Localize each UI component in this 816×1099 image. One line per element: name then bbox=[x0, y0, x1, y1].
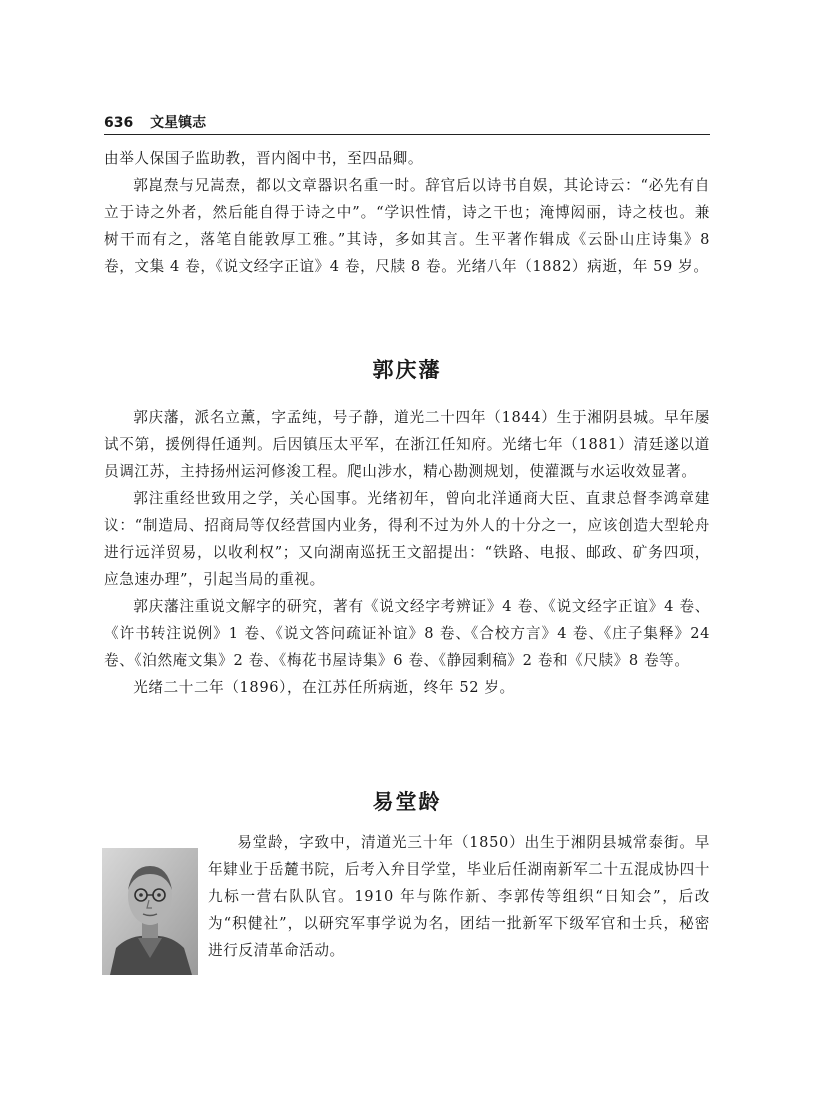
paragraph: 郭庆藩，派名立薰，字孟纯，号子静，道光二十四年（1844）生于湘阴县城。早年屡试不第，援例得任通判。后因镇压太平军，在浙江任知府。光绪七年（1881）清廷遂以道员调江苏，主持扬州运河修浚工程。爬山涉水，精心勘测规划，使灌溉与水运收效显著。 bbox=[104, 409, 710, 480]
paragraph: 郭庆藩注重说文解字的研究，著有《说文经字考辨证》4 卷、《说文经字正谊》4 卷、《许书转注说例》1 卷、《说文答问疏证补谊》8 卷、《合校方言》4 卷、《庄子集释》24 卷、《泊然庵文集》2 卷、《梅花书屋诗集》6 卷、《静园剩稿》2 卷和《尺牍》8 卷等。 bbox=[104, 598, 710, 669]
section-title-yi-tangling: 易堂龄 bbox=[372, 790, 442, 814]
paragraph: 易堂龄，字致中，清道光三十年（1850）出生于湘阴县城常泰街。早年肄业于岳麓书院，后考入弁目学堂，毕业后任湖南新军二十五混成协四十九标一营右队队官。1910 年与陈作新、李郭传等组织“日知会”，后改为“积健社”，以研究军事学说为名，团结一批新军下级军官和士兵，秘密进行反清革命活动。 bbox=[208, 834, 710, 959]
yi-tangling-biography bbox=[208, 829, 710, 964]
page-header bbox=[104, 112, 710, 135]
page-number: 636 bbox=[104, 115, 134, 131]
portrait-photo bbox=[102, 848, 198, 975]
paragraph: 由举人保国子监助教，晋内阁中书，至四品卿。 bbox=[104, 150, 424, 167]
book-title: 文星镇志 bbox=[150, 115, 207, 131]
paragraph: 郭崑焘与兄嵩焘，都以文章器识名重一时。辞官后以诗书自娱，其论诗云：“必先有自立于诗之外者，然后能自得于诗之中”。“学识性情，诗之干也；淹博闳丽，诗之枝也。兼树干而有之，落笔自能敦厚工雅。”其诗，多如其言。生平著作辑成《云卧山庄诗集》8 卷，文集 4 卷，《说文经字正谊》4 卷，尺牍 8 卷。光绪八年（1882）病逝，年 59 岁。 bbox=[104, 177, 710, 275]
previous-entry-text bbox=[104, 145, 710, 280]
paragraph: 光绪二十二年（1896），在江苏任所病逝，终年 52 岁。 bbox=[133, 679, 515, 696]
guo-qingfan-biography bbox=[104, 404, 710, 701]
section-title-guo-qingfan: 郭庆藩 bbox=[372, 358, 442, 382]
paragraph: 郭注重经世致用之学，关心国事。光绪初年，曾向北洋通商大臣、直隶总督李鸿章建议：“制造局、招商局等仅经营国内业务，得利不过为外人的十分之一，应该创造大型轮舟进行远洋贸易，以收利权”；又向湖南巡抚王文韶提出：“铁路、电报、邮政、矿务四项，应急速办理”，引起当局的重视。 bbox=[104, 490, 710, 588]
